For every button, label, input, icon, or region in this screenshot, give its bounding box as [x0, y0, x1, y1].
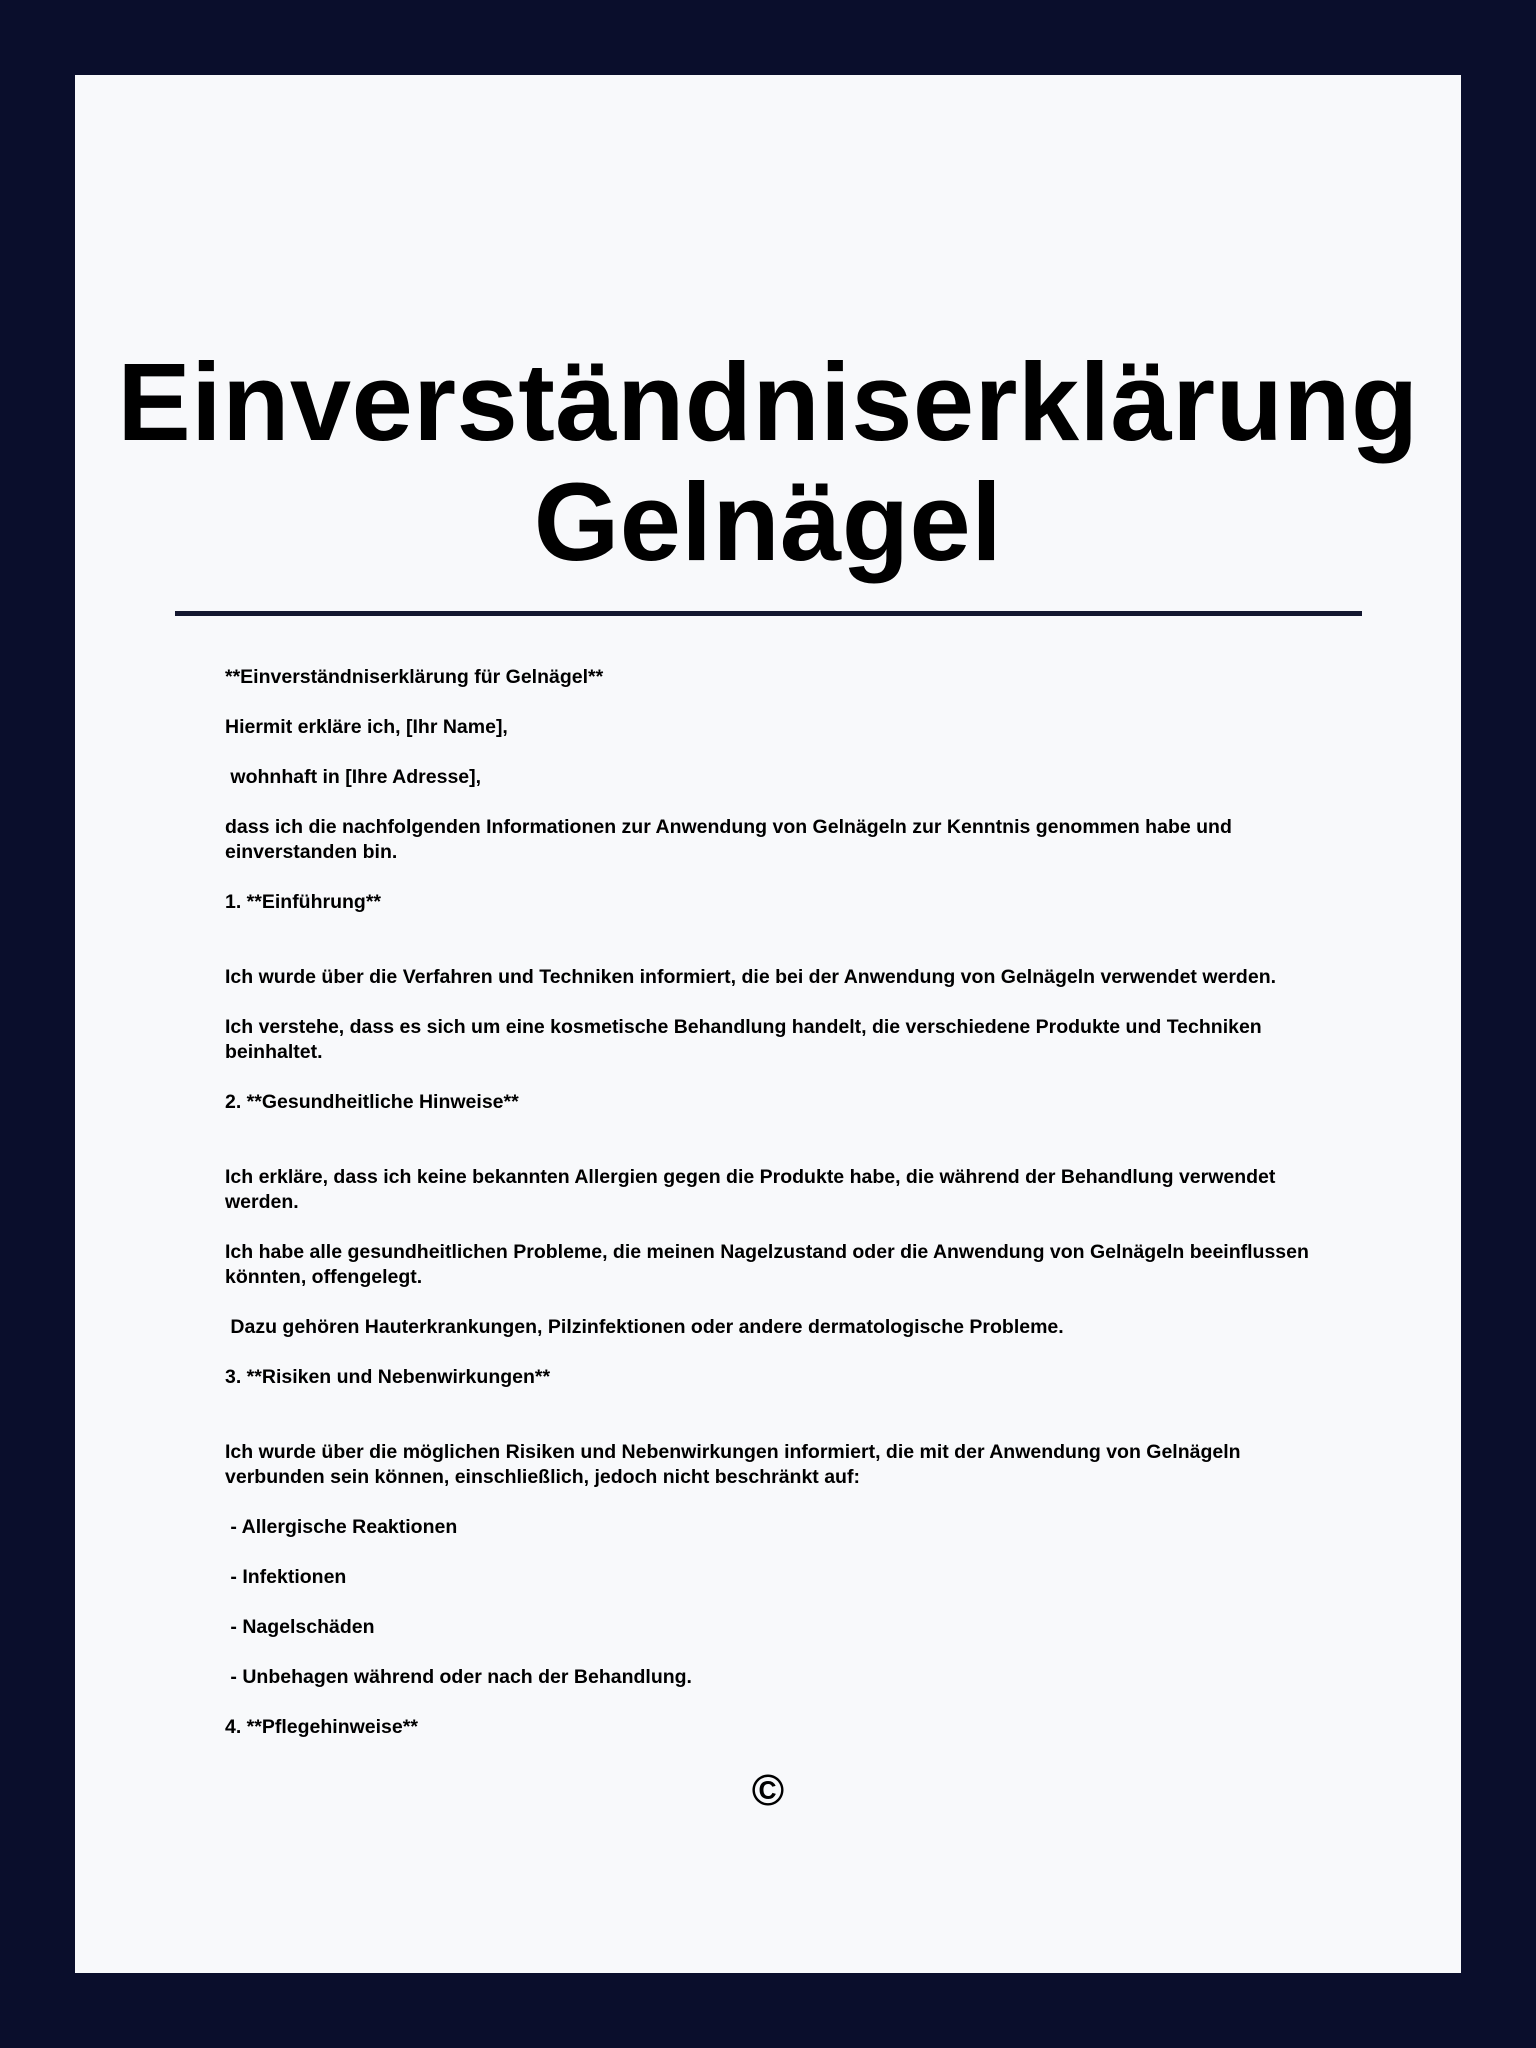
list-item: - Infektionen [225, 1566, 347, 1588]
list-item: - Allergische Reaktionen [225, 1516, 458, 1538]
list-item: - Unbehagen während oder nach der Behandlung. [225, 1666, 692, 1688]
paragraph: dass ich die nachfolgenden Informationen zur Anwendung von Gelnägeln zur Kenntnis genommen habe und einverstanden bin. [225, 816, 1232, 863]
list-item: - Nagelschäden [225, 1616, 375, 1638]
paragraph: Hiermit erkläre ich, [Ihr Name], [225, 716, 508, 738]
paragraph: wohnhaft in [Ihre Adresse], [225, 766, 482, 788]
paragraph: Ich habe alle gesundheitlichen Probleme, die meinen Nagelzustand oder die Anwendung von Gelnägeln beeinflussen könnten, offengelegt. [225, 1241, 1309, 1288]
paragraph: Ich verstehe, dass es sich um eine kosmetische Behandlung handelt, die verschiedene Produkte und Techniken beinhaltet. [225, 1016, 1262, 1063]
copyright-icon: © [751, 1766, 785, 1815]
paragraph: Ich erkläre, dass ich keine bekannten Allergien gegen die Produkte habe, die während der Behandlung verwendet werden. [225, 1166, 1276, 1213]
section-heading: 4. **Pflegehinweise** [225, 1716, 418, 1738]
section-heading: 2. **Gesundheitliche Hinweise** [225, 1091, 519, 1113]
section-heading: 1. **Einführung** [225, 891, 382, 913]
section-heading: 3. **Risiken und Nebenwirkungen** [225, 1366, 551, 1388]
paragraph: Dazu gehören Hauterkrankungen, Pilzinfektionen oder andere dermatologische Probleme. [225, 1316, 1064, 1338]
paragraph: Ich wurde über die Verfahren und Techniken informiert, die bei der Anwendung von Gelnägeln verwendet werden. [225, 966, 1277, 988]
title-divider [175, 611, 1362, 616]
title-line-2: Gelnägel [533, 461, 1003, 584]
paragraph: **Einverständniserklärung für Gelnägel** [225, 666, 604, 688]
document-page [75, 75, 1461, 1973]
document-title [75, 343, 1461, 583]
title-line-1: Einverständniserklärung [117, 341, 1419, 464]
paragraph: Ich wurde über die möglichen Risiken und Nebenwirkungen informiert, die mit der Anwendung von Gelnägeln verbunden sein können, einschließlich, jedoch nicht beschränkt auf: [225, 1441, 1241, 1488]
